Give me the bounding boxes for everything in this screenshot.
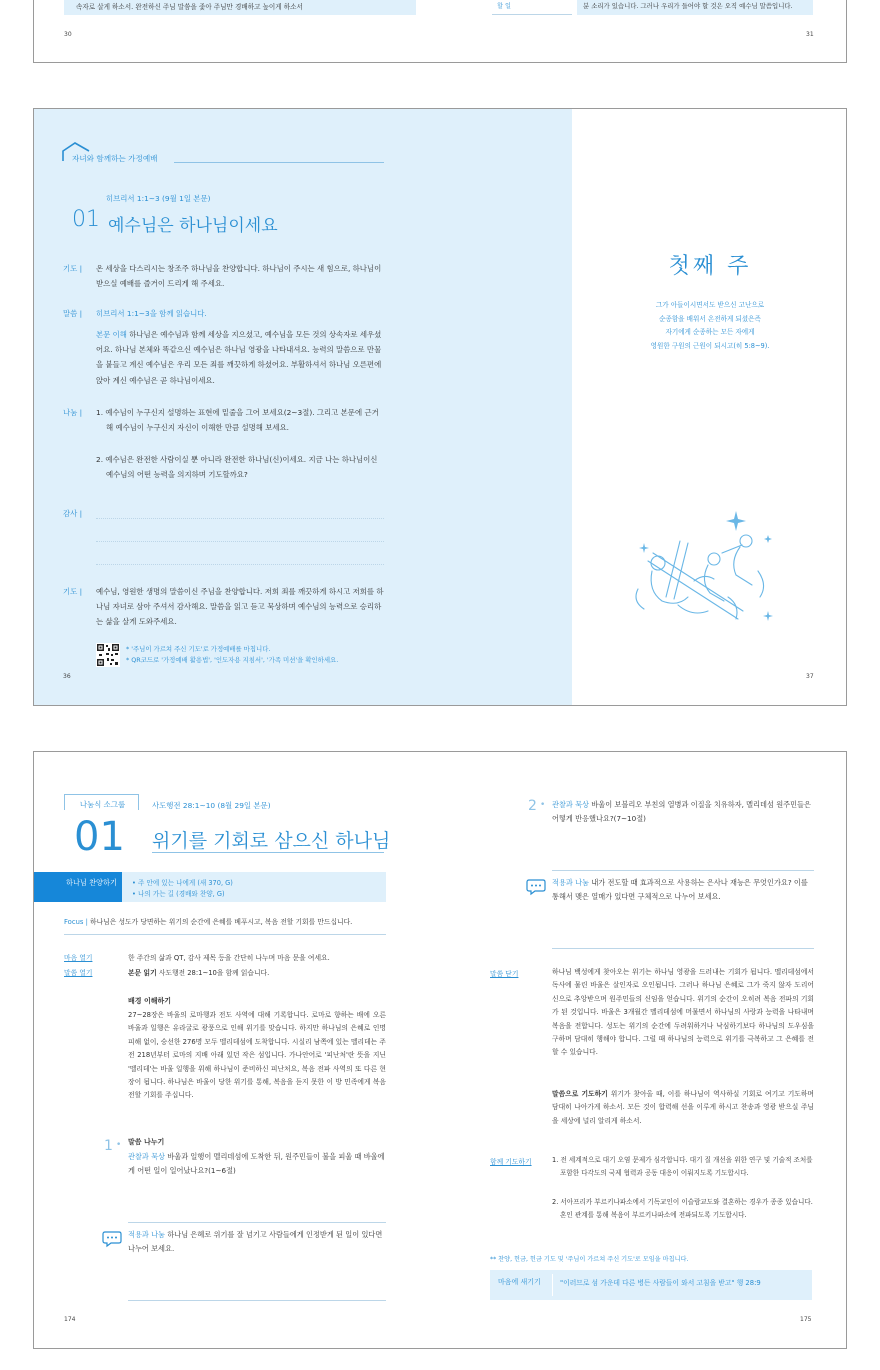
tag-box (64, 794, 139, 810)
chat-bubble-icon (102, 1230, 122, 1248)
question-1-number: 1 (104, 1138, 113, 1154)
thanks-line-2[interactable] (96, 541, 384, 542)
share-label: 나눔 | (63, 408, 83, 417)
qr-note-2: * QR코드로 '가정예배 활용법', '인도자용 지침서', '가족 미션'을 확인하세요. (126, 656, 339, 664)
week-title: 첫째 주 (668, 254, 752, 279)
word-text: 사도행전 28:1~10을 함께 읽습니다. (158, 969, 270, 977)
page-number-left: 174 (64, 1316, 76, 1323)
closing-note: ** 찬양, 헌금, 헌금 기도 및 '주님이 가르쳐 주신 기도'로 모임을 마칩니다. (490, 1256, 689, 1263)
closing-prayer-text: 예수님, 영원한 생명의 말씀이신 주님을 찬양합니다. 저희 죄를 깨끗하게 하시고 저희를 하나님 자녀로 삼아 주셔서 감사해요. 말씀을 읽고 듣고 묵상하며 예수님의 능력으로 승리하는 삶을 살게 도와주세요. (96, 587, 384, 627)
word-line (128, 967, 269, 977)
question-2-text: 바울이 보블리오 부친의 열병과 이질을 치유하자, 멜리데섬 원주민들은 어떻게 반응했나요?(7~10절) (552, 800, 811, 823)
praise-bar (34, 872, 122, 902)
pray-head: 말씀으로 기도하기 (552, 1090, 608, 1098)
section-header: 자녀와 함께하는 가정예배 (72, 154, 158, 163)
memory-label: 마음에 새기기 (498, 1278, 541, 1286)
background-head: 배경 이해하기 (128, 997, 172, 1005)
right-quote-box (577, 0, 813, 15)
lesson-title: 위기를 기회로 삼으신 하나님 (152, 830, 391, 852)
lesson-number: 01 (72, 207, 100, 232)
pray-block (552, 1088, 814, 1128)
share-head: 말씀 나누기 (128, 1138, 165, 1146)
apply-2-tag: 적용과 나눔 (552, 878, 590, 887)
question-1-dot: • (116, 1140, 122, 1150)
praise-song-2: • 나의 가는 길 (경배와 찬양, G) (132, 890, 225, 898)
share-question-1: 1. 예수님이 누구신지 설명하는 표현에 밑줄을 그어 보세요(2~3절). 그리고 본문에 근거해 예수님이 누구신지 자신이 이해한 만큼 설명해 보세요. (96, 408, 379, 433)
apply-1-text: 하나님 은혜로 위기를 잘 넘기고 사람들에게 인정받게 된 일이 있다면 나누어 보세요. (128, 1230, 383, 1253)
page-number-left: 36 (63, 673, 71, 680)
chat-bubble-icon-2 (526, 878, 546, 896)
open-label: 마음 열기 (64, 954, 93, 962)
together-item-1: 1. 전 세계적으로 대기 오염 문제가 심각합니다. 대기 질 개선을 위한 연구 및 기술적 조처를 포함한 다각도의 국제 협력과 공동 대응이 이뤄지도록 기도합시다. (552, 1156, 813, 1177)
reference: 히브리서 1:1~3 (9월 1일 본문) (106, 194, 211, 203)
understand-label: 본문 이해 (96, 330, 127, 339)
right-label: 할 일 (497, 3, 511, 10)
thanks-label: 감사 | (63, 509, 83, 518)
closing-prayer-label: 기도 | (63, 587, 83, 596)
question-2-tag: 관찰과 묵상 (552, 800, 590, 809)
page-number-right: 175 (800, 1316, 812, 1323)
lesson-number: 01 (74, 814, 125, 860)
close-text: 하나님 백성에게 찾아오는 위기는 하나님 영광을 드러내는 기회가 됩니다. 멜리데섬에서 독사에 물린 바울은 살인자로 오인됩니다. 그러나 하나님 은혜로 그가 죽지 않자 도리어 신으로 추앙받으며 원주민들의 신임을 얻습니다. 위기의 순간이 오히려 복음 전파의 기회가 된 것입니다. 바울은 3개월간 멜리데섬에 머물면서 하나님의 사랑과 능력을 나타내며 복음을 전합니다. 성도는 위기의 순간에 두려워하거나 낙심하기보다 하나님의 도우심을 구하며 담대히 행해야 합니다. 그럴 때 하나님의 능력으로 위기를 극복하고 그 은혜를 전할 수 있습니다. (552, 968, 814, 1057)
question-1 (128, 1150, 386, 1178)
apply-1 (128, 1228, 386, 1256)
lesson-title: 예수님은 하나님이세요 (108, 216, 278, 236)
small-group-spread (33, 751, 847, 1349)
verse-line-2: 순종함을 배워서 온전하게 되셨은즉 (659, 314, 761, 323)
apply-1-tag: 적용과 나눔 (128, 1230, 166, 1239)
question-1-tag: 관찰과 묵상 (128, 1152, 166, 1161)
apply-2 (552, 876, 814, 904)
question-2-dot: • (540, 800, 546, 810)
praise-box (122, 872, 386, 902)
thanks-line-1[interactable] (96, 518, 384, 519)
word-label: 말씀 열기 (64, 969, 93, 977)
understand-block (96, 327, 384, 388)
left-quote-text: 속자로 살게 하소서. 완전하신 주님 말씀을 좇아 주님만 경배하고 높이게 하소서 (76, 3, 303, 11)
close-label: 말씀 닫기 (490, 970, 519, 978)
page-number-left: 30 (64, 31, 72, 38)
understand-text: 하나님은 예수님과 함께 세상을 지으셨고, 예수님을 모든 것의 상속자로 세우셨어요. 하나님 본체와 똑같으신 예수님은 하나님 영광을 나타내셔요. 능력의 말씀으로 만물을 붙들고 계신 예수님은 우리 모든 죄를 깨끗하게 하셨어요. 부활하셔서 하나님 오른편에 앉아 계신 예수님은 곧 하나님이세요. (96, 330, 382, 385)
verse-line-1: 그가 아들이시면서도 받으신 고난으로 (655, 301, 765, 309)
focus-label: Focus | (64, 918, 88, 926)
together-label: 함께 기도하기 (490, 1158, 532, 1166)
together-item-2: 2. 서아프리카 부르키나파소에서 기독교인이 이슬람교도와 결혼하는 경우가 종종 있습니다. 혼인 관계를 통해 복음이 부르키나파소에 전파되도록 기도합시다. (552, 1198, 813, 1219)
page-number-right: 31 (806, 31, 814, 38)
thanks-line-3[interactable] (96, 564, 384, 565)
focus-text: 하나님은 성도가 당면하는 위기의 순간에 은혜를 베푸시고, 복음 전할 기회를 만드십니다. (90, 918, 353, 926)
focus-line (64, 916, 352, 926)
praise-song-1: • 주 안에 있는 나에게 (새 370, G) (132, 879, 233, 887)
question-1-text: 바울과 일행이 멜리데섬에 도착한 뒤, 원주민들이 불을 피울 때 바울에게 어떤 일이 일어났나요?(1~6절) (128, 1152, 385, 1175)
qr-code-icon[interactable] (96, 643, 120, 667)
prayer-label: 기도 | (63, 264, 83, 273)
share-question-2: 2. 예수님은 완전한 사람이실 뿐 아니라 완전한 하나님(신)이세요. 지금 나는 하나님이신 예수님의 어떤 능력을 의지하며 기도할까요? (96, 455, 378, 480)
left-quote-box (64, 0, 416, 15)
memory-bar (490, 1270, 812, 1300)
apply-2-text: 내가 전도할 때 효과적으로 사용하는 은사나 재능은 무엇인가요? 이를 통해서 맺은 열매가 있다면 구체적으로 나누어 보세요. (552, 878, 808, 901)
prayer-text: 온 세상을 다스리시는 창조주 하나님을 찬양합니다. 하나님이 주시는 새 힘으로, 하나님이 받으실 예배를 즐거이 드리게 해 주세요. (96, 264, 382, 289)
verse-line-4: 영원한 구원의 근원이 되시고(히 5:8~9). (650, 341, 770, 350)
top-spread (33, 0, 847, 63)
reference: 사도행전 28:1~10 (8월 29일 본문) (152, 801, 271, 810)
cross-bearing-illustration (618, 501, 788, 641)
praise-label: 하나님 찬양하기 (66, 878, 117, 887)
right-quote-text: 분 소리가 있습니다. 그러나 우리가 들어야 할 것은 오직 예수님 말씀입니다. (583, 2, 793, 10)
memory-verse (572, 299, 847, 353)
question-2 (552, 798, 814, 826)
background-text: 27~28장은 바울의 로마행과 전도 사역에 대해 기록합니다. 로마로 향하는 배에 오른 바울과 일행은 유라굴로 광풍으로 인해 위기를 맞습니다. 하지만 하나님의 은혜로 인명 피해 없이, 승선한 276명 모두 멜리데섬에 도착합니다. 시실리 남쪽에 있는 멜리데는 주전 218년부터 로마의 지배 아래 있던 작은 섬입니다. 가나안어로 '피난처'란 뜻을 지닌 '멜리데'는 바울 일행을 위해 하나님이 준비하신 피난처요, 복음 전파 사역의 또 다른 현장이 됩니다. 하나님은 바울이 당한 위기를 통해, 복음을 듣지 못한 이 방 민족에게 복음 전할 기회를 주십니다. (128, 1011, 386, 1100)
tag-label: 나눔식 소그룹 (79, 800, 126, 809)
word-head: 본문 읽기 (128, 969, 157, 977)
memory-text: "이러므로 섬 가운데 다른 병든 사람들이 와서 고침을 받고" 행 28:9 (560, 1279, 761, 1287)
word-label: 말씀 | (63, 309, 83, 318)
family-worship-spread (33, 108, 847, 706)
question-2-number: 2 (528, 798, 537, 814)
page-number-right: 37 (806, 673, 814, 680)
pray-text: 위기가 찾아올 때, 이를 하나님이 역사하실 기회로 여기고 기도하며 담대히 나아가게 하소서. 모든 것이 합력해 선을 이루게 하시고 찬송과 영광 받으실 주님을 세상에 널리 알리게 하소서. (552, 1090, 814, 1125)
open-text: 한 주간의 삶과 QT, 감사 제목 등을 간단히 나누며 마음 문을 여세요. (128, 954, 330, 962)
qr-note-1: * '주님이 가르쳐 주신 기도'로 가정예배를 마칩니다. (126, 645, 271, 653)
word-text: 히브리서 1:1~3을 함께 읽습니다. (96, 309, 207, 318)
verse-line-3: 자기에게 순종하는 모든 자에게 (665, 328, 755, 337)
